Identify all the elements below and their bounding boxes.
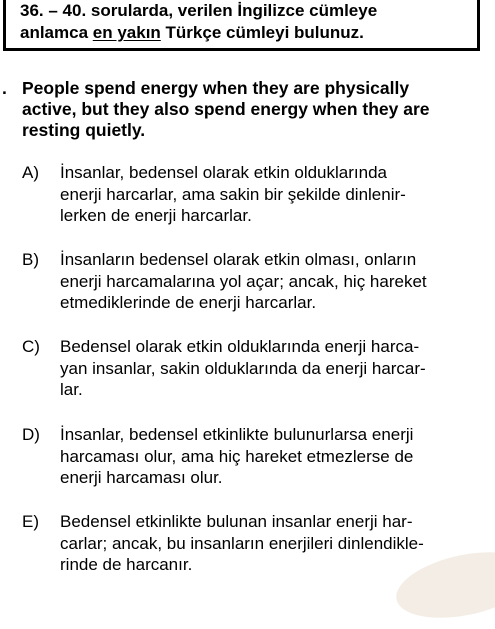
option-text	[60, 511, 424, 576]
option-letter: E)	[22, 512, 39, 531]
option-letter: B)	[22, 250, 39, 269]
option-letter: C)	[22, 337, 40, 356]
option-text	[60, 162, 406, 227]
instruction-text-post: Türkçe cümleyi bulunuz.	[160, 23, 364, 42]
option-line: enerji harcaması olur.	[60, 468, 223, 487]
instruction-emphasis: en yakın	[92, 23, 161, 42]
option-line: lar.	[60, 380, 83, 399]
option-line: harcaması olur, ama hiç hareket etmezlerse de	[60, 446, 414, 466]
option-text	[60, 424, 413, 489]
option-letter: A)	[22, 163, 39, 182]
question-line: resting quietly.	[22, 120, 146, 140]
option-line: rinde de harcanır.	[60, 555, 193, 574]
question-number: .	[2, 78, 7, 98]
option-line: Bedensel etkinlikte bulunan insanlar enerji har-	[60, 512, 413, 531]
option-line: etmediklerinde de enerji harcarlar.	[60, 293, 317, 312]
option-line: Bedensel olarak etkin olduklarında enerji harca-	[60, 337, 420, 356]
instruction-line-1: 36. – 40. sorularda, verilen İngilizce cümleye	[20, 1, 378, 20]
option-line: enerji harcamalarına yol açar; ancak, hiç hareket	[60, 271, 427, 291]
option-line: enerji harcarlar, ama sakin bir şekilde dinlenir-	[60, 184, 406, 204]
option-line: İnsanların bedensel olarak etkin olması, onların	[60, 250, 417, 269]
option-text	[60, 249, 427, 314]
question-line: People spend energy when they are physically	[22, 78, 410, 98]
instruction-box	[3, 0, 480, 51]
option-letter: D)	[22, 425, 40, 444]
option-text	[60, 336, 426, 401]
option-line: carlar; ancak, bu insanların enerjileri dinlendikle-	[60, 533, 424, 553]
option-line: İnsanlar, bedensel olarak etkin olduklarında	[60, 163, 387, 182]
option-line: lerken de enerji harcarlar.	[60, 206, 252, 225]
instruction-line-2	[20, 22, 477, 44]
option-line: İnsanlar, bedensel etkinlikte bulunurlarsa enerji	[60, 425, 414, 444]
instruction-text-pre: anlamca	[20, 23, 93, 42]
question-line: active, but they also spend energy when they are	[22, 99, 430, 119]
option-line: yan insanlar, sakin olduklarında da enerji harcar-	[60, 358, 426, 378]
question-text	[22, 78, 430, 141]
